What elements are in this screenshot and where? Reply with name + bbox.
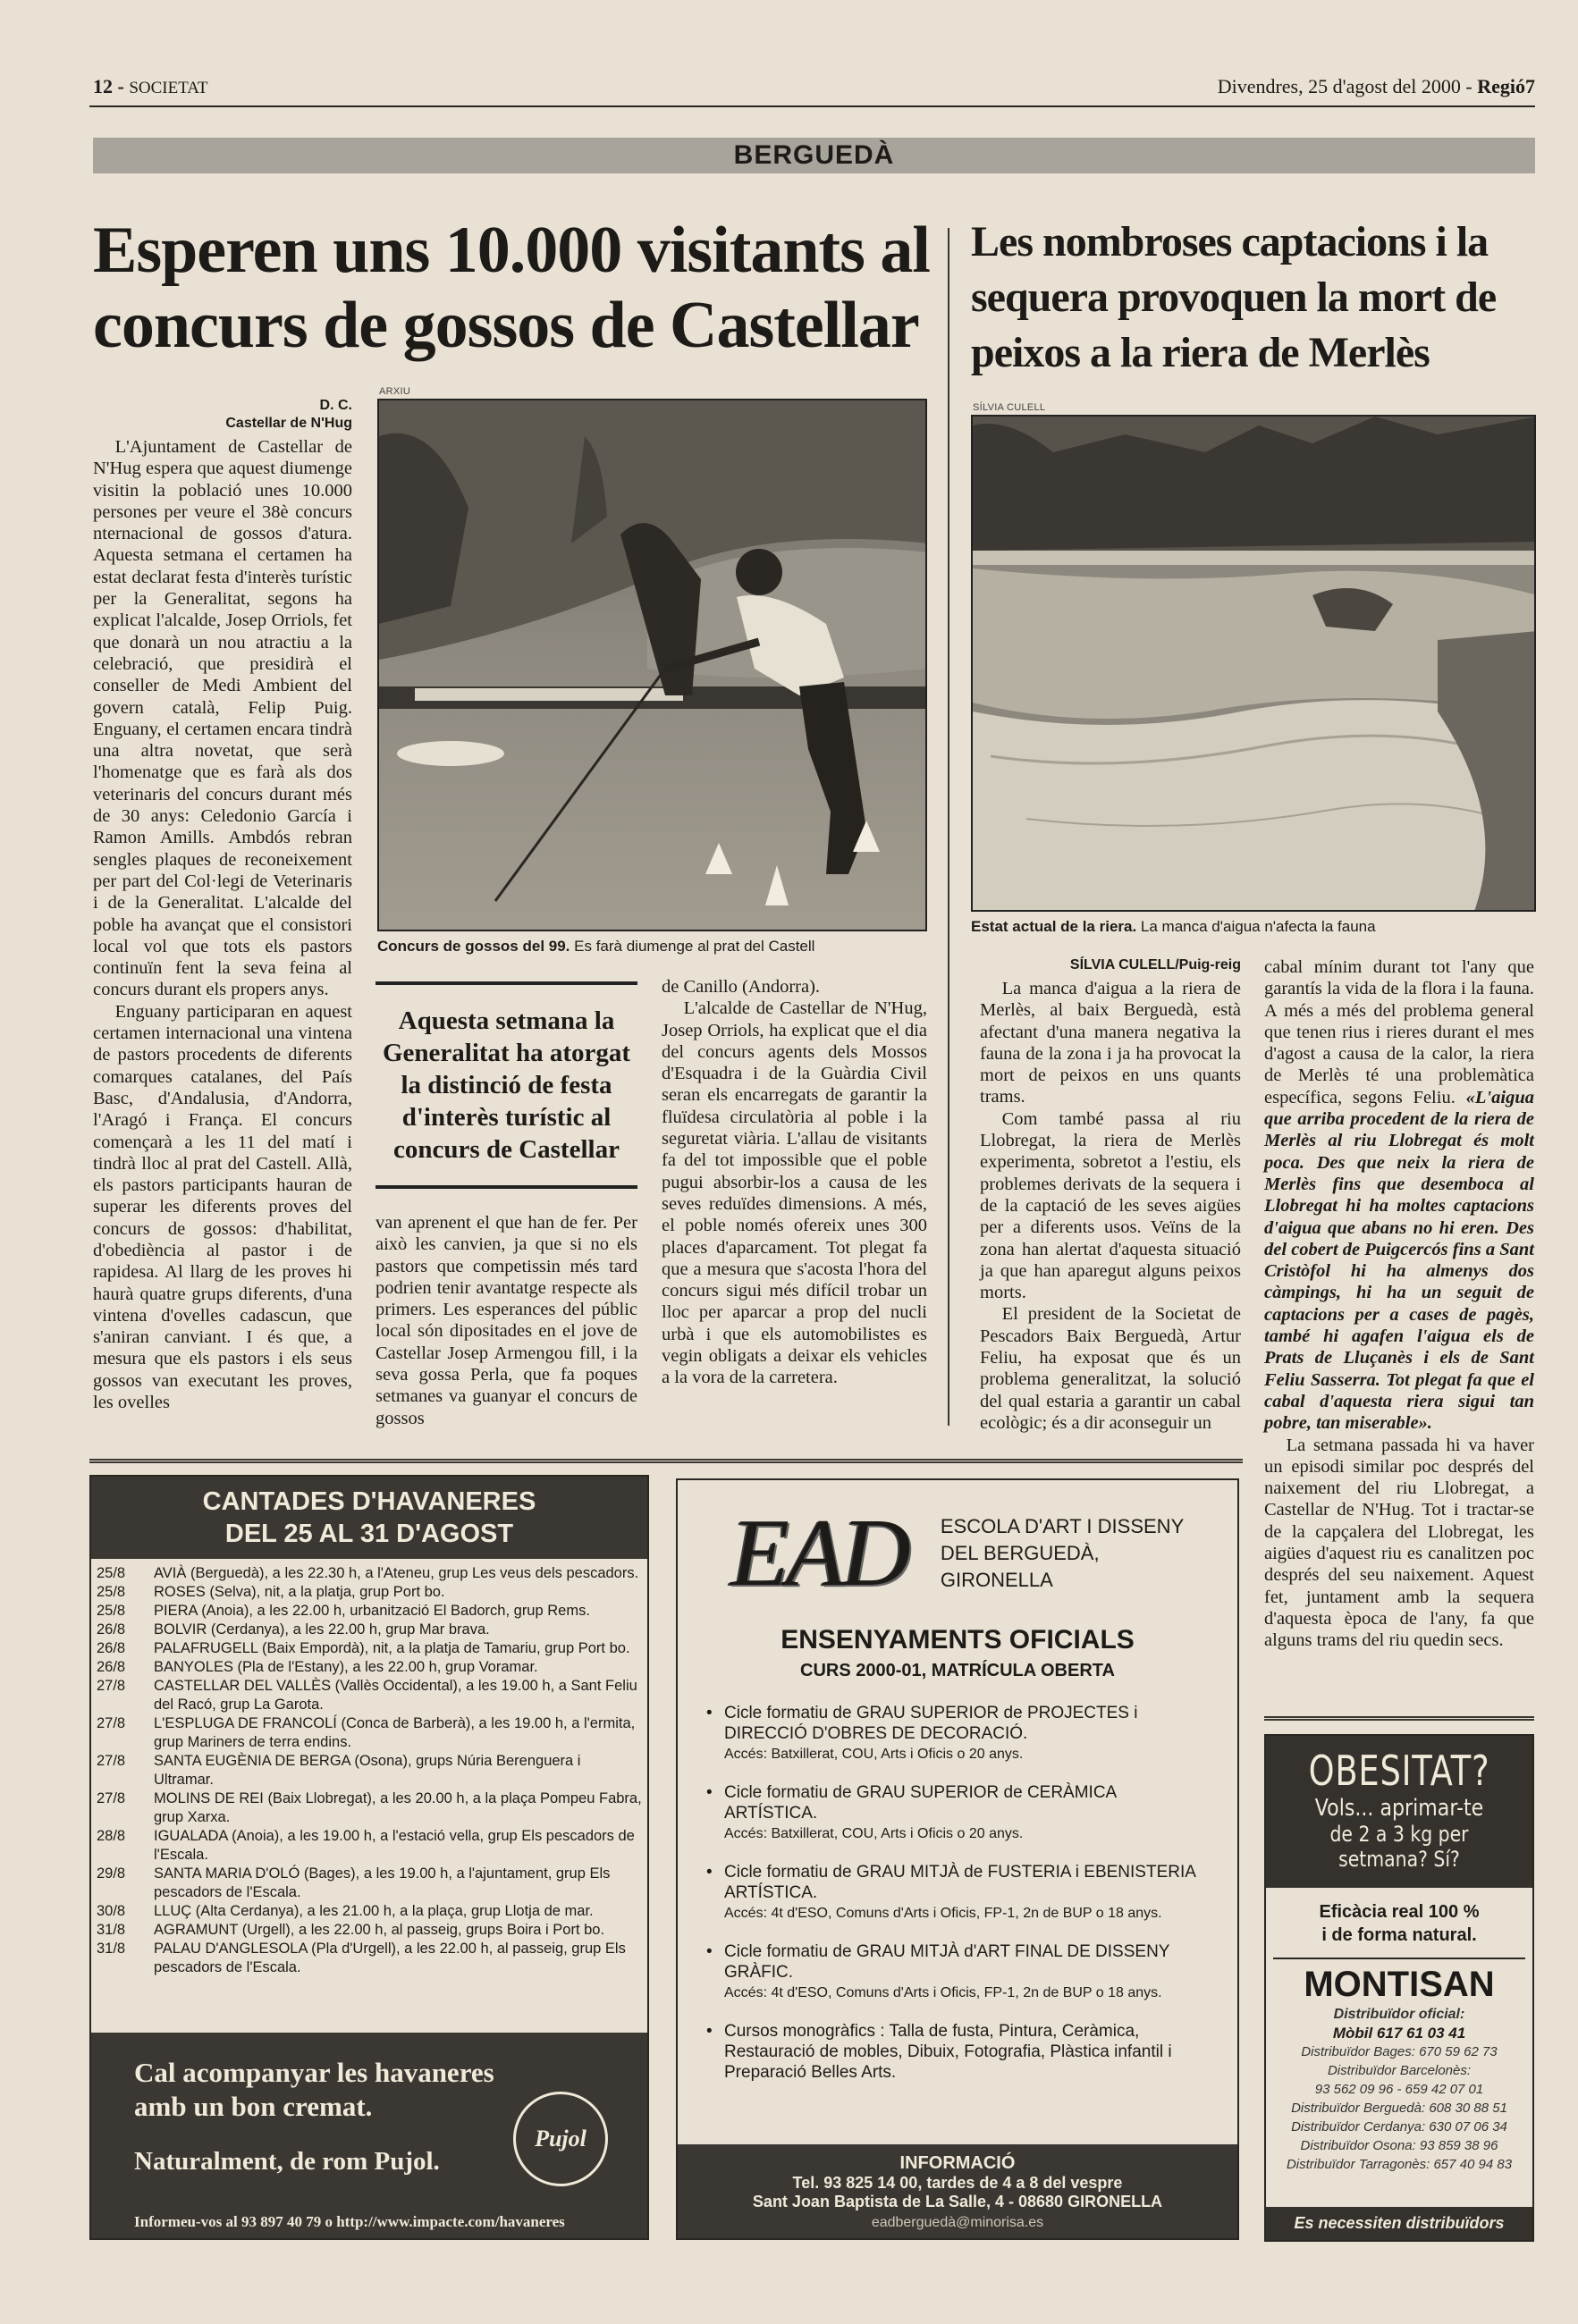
column-divider: [948, 228, 949, 1426]
ead-school-line1: ESCOLA D'ART I DISSENY: [940, 1515, 1185, 1537]
ead-course-access: Accés: 4t d'ESO, Comuns d'Arts i Oficis, FP-1, 2n de BUP o 18 anys.: [724, 1985, 1162, 2000]
havanera-details: PIERA (Anoia), a les 22.00 h, urbanització El Badorch, grup Rems.: [154, 1603, 590, 1619]
ead-course-item: [705, 2021, 1205, 2083]
havaneres-footer: [91, 2033, 647, 2238]
photo2-caption-text: La manca d'aigua n'afecta la fauna: [1136, 918, 1376, 935]
havanera-listing: [97, 1827, 642, 1865]
photo2-credit: SÍLVIA CULELL: [973, 402, 1046, 413]
obesitat-footer: Es necessiten distribuïdors: [1266, 2207, 1532, 2240]
havaneres-slogan: Cal acompanyar les havaneres amb un bon cremat.: [134, 2057, 494, 2122]
havaneres-title-line1: CANTADES D'HAVANERES: [202, 1487, 536, 1516]
article1-paragraph: L'alcalde de Castellar de N'Hug, Josep Orriols, ha explicat que el dia del concurs agents dels Mossos d'Esquadra i de la Guàrdia Civil seran els encarregats de garantir la fluïdesa circulatòria al poble i la seguretat viària. L'allau de visitants fa del tot impossible que el poble pugui absorbir-los a causa de les seves reduïdes dimensions. A més, el poble només ofereix unes 300 places d'aparcament. Tot plegat fa que a mesura que s'acosta l'hora del concurs sigui més difícil trobar un lloc per aparcar a prop del nucli urbà i que els automobilistes es vegin obligats a deixar els vehicles a la vora de la carretera.: [662, 998, 927, 1388]
header-rule: [89, 105, 1535, 107]
havanera-date: 28/8: [97, 1828, 126, 1844]
sheepdog-photo-image: [379, 400, 927, 931]
obesitat-line1: Vols... aprimar-te: [1314, 1795, 1484, 1822]
article1-pullquote: Aquesta setmana la Generalitat ha atorgat la distinció de festa d'interès turístic al concurs de Castellar: [376, 981, 637, 1189]
havaneres-ad: [89, 1475, 649, 2240]
ead-course-item: [705, 1703, 1205, 1764]
montisan-brand: MONTISAN: [1304, 1965, 1495, 2004]
obesitat-dist-label: Distribuïdor oficial:: [1333, 2007, 1465, 2022]
article2-quote: «L'aigua que arriba procedent de la riera de Merlès al riu Llobregat és molt poca. Des que neix la riera de Merlès fins que desemboca al Llobregat hi ha moltes captacions d'aigua que abans no hi eren. Des del cobert de Puigcercós fins a Sant Cristòfol hi ha almenys dos càmpings, hi ha un seguit de captacions per a cases de pagès, també hi agafen l'aigua els de Prats de Lluçanès i els de Sant Feliu Sasserra. Tot plegat fa que el cabal d'aquesta riera sigui tan pobre, tan miserable».: [1264, 1087, 1534, 1434]
havanera-date: 31/8: [97, 1922, 126, 1938]
distributor-line: Distribuïdor Berguedà: 608 30 88 51: [1291, 2101, 1507, 2116]
distributor-line: Distribuïdor Bages: 670 59 62 73: [1301, 2044, 1498, 2059]
obesitat-distributor-list: [1266, 2042, 1532, 2174]
article2-paragraph: Com també passa al riu Llobregat, la riera de Merlès experimenta, sobretot a l'estiu, els problemes derivats de la sequera i de la captació de les seves aigües per a diferents usos. Veïns de la zona han alertat d'aquesta situació ja que han aparegut alguns peixos morts.: [980, 1108, 1241, 1303]
ead-course-access: Accés: 4t d'ESO, Comuns d'Arts i Oficis, FP-1, 2n de BUP o 18 anys.: [724, 1906, 1162, 1921]
havanera-date: 27/8: [97, 1678, 126, 1694]
havaneres-title-line2: DEL 25 AL 31 D'AGOST: [224, 1520, 514, 1548]
havanera-listing: [97, 1677, 642, 1714]
ead-logo: [710, 1500, 928, 1607]
havanera-date: 30/8: [97, 1903, 126, 1919]
photo1-caption-text: Es farà diumenge al prat del Castell: [570, 938, 815, 955]
havanera-date: 26/8: [97, 1640, 126, 1656]
ead-course-access: Accés: Batxillerat, COU, Arts i Oficis o 20 anys.: [724, 1747, 1024, 1762]
distributor-line: Distribuïdor Osona: 93 859 38 96: [1300, 2138, 1498, 2153]
distributor-line: Distribuïdor Tarragonès: 657 40 94 83: [1286, 2157, 1513, 2172]
article1-byline: [93, 397, 352, 433]
newspaper-name: Regió7: [1477, 75, 1535, 97]
havanera-details: MOLINS DE REI (Baix Llobregat), a les 20.00 h, a la plaça Pompeu Fabra, grup Xarxa.: [154, 1790, 642, 1825]
havaneres-list: [91, 1559, 647, 1977]
river-photo: [971, 415, 1536, 912]
havanera-details: AGRAMUNT (Urgell), a les 22.00 h, al passeig, grups Boira i Port bo.: [154, 1922, 605, 1938]
havanera-date: 26/8: [97, 1659, 126, 1675]
section-title: BERGUEDÀ: [733, 140, 895, 170]
ead-email: eadberguedà@minorisa.es: [871, 2215, 1044, 2230]
distributor-line: Distribuïdor Barcelonès:: [1327, 2063, 1472, 2078]
article2-paragraph: La manca d'aigua a la riera de Merlès, al baix Berguedà, està afectant d'una manera negativa la fauna de la zona i ja ha provocat la mort de peixos en uns quants trams.: [980, 979, 1241, 1107]
ead-course-access: Accés: Batxillerat, COU, Arts i Oficis o 20 anys.: [724, 1826, 1024, 1841]
obesitat-title: OBESITAT?: [1308, 1747, 1490, 1795]
havanera-date: 25/8: [97, 1565, 126, 1581]
ead-course-name: • Cursos monogràfics : Talla de fusta, Pintura, Ceràmica, Restauració de mobles, Dibuix, Fotografia, Plàstica infantil i Preparació Belles Arts.: [724, 2022, 1172, 2082]
article1-column3: [662, 976, 927, 1389]
article2-column2: [1264, 956, 1534, 1652]
ead-info-address: Sant Joan Baptista de La Salle, 4 - 08680 GIRONELLA: [752, 2193, 1163, 2210]
pujol-logo-text: Pujol: [535, 2126, 586, 2151]
obesitat-efficacy: [1266, 1900, 1532, 1947]
photo2-caption-bold: Estat actual de la riera.: [971, 918, 1137, 935]
havaneres-contact: Informeu-vos al 93 897 40 79 o http://www.impacte.com/havaneres: [134, 2213, 565, 2230]
ead-logo-text: EAD: [730, 1500, 907, 1606]
article1-headline: Esperen uns 10.000 visitants al concurs de gossos de Castellar: [93, 214, 930, 362]
ead-course-item: [705, 1782, 1205, 1844]
havanera-details: SANTA MARIA D'OLÓ (Bages), a les 19.00 h, a l'ajuntament, grup Els pescadors de l'Escala.: [154, 1865, 611, 1900]
article2-paragraph: El president de la Societat de Pescadors Baix Berguedà, Artur Feliu, ha exposat que és un problema generalitzat, la solució del qual estaria a garantir un cabal ecològic; és a dir aconseguir un: [980, 1304, 1241, 1433]
havanera-date: 25/8: [97, 1603, 126, 1619]
article1-column2: [376, 1212, 637, 1429]
ead-title: ENSENYAMENTS OFICIALS: [781, 1625, 1135, 1655]
article2-paragraph: [1264, 956, 1534, 1435]
article1-paragraph: de Canillo (Andorra).: [662, 977, 821, 997]
ads-separator-right: [1264, 1716, 1534, 1721]
havanera-details: IGUALADA (Anoia), a les 19.00 h, a l'estació vella, grup Els pescadors de l'Escala.: [154, 1828, 635, 1863]
ads-separator: [89, 1459, 1243, 1463]
byline-place: Castellar de N'Hug: [225, 416, 352, 431]
article2-text: cabal mínim durant tot l'any que garantís la vida de la flora i la fauna. A més a més del problema general que tenen rius i rieres durant el mes d'agost a causa de la calor, la riera de Merlès té una problemàtica específica, segons Feliu.: [1264, 957, 1534, 1107]
page-number: 12 -: [93, 75, 124, 97]
havanera-details: PALAU D'ANGLESOLA (Pla d'Urgell), a les 22.00 h, al passeig, grup Els pescadors de l'Escala.: [154, 1941, 626, 1975]
ead-course-name: • Cicle formatiu de GRAU MITJÀ de FUSTERIA i EBENISTERIA ARTÍSTICA.: [724, 1863, 1195, 1902]
article1-paragraph: Enguany participaran en aquest certamen internacional una vintena de pastors procedents de diferents comarques catalanes, del País Basc, d'Andalusia, d'Andorra, l'Aragó i França. El concurs començarà a les 11 del matí i tindrà lloc al prat del Castell. Allà, els pastors participants hauran de superar les diferents proves del concurs de gossos: d'habilitat, d'obediència al pastor i de rapidesa. Al llarg de les proves hi haurà quatre grups diferents, d'una vintena d'ovelles cadascun, que s'aniran canviant. I és que, a mesura que els pastors i els seus gossos van executant les proves, les ovelles: [93, 1001, 352, 1413]
havanera-listing: [97, 1865, 642, 1902]
ead-course-name: • Cicle formatiu de GRAU MITJÀ d'ART FINAL DE DISSENY GRÀFIC.: [724, 1942, 1170, 1982]
obesitat-efficacy-line1: Eficàcia real 100 %: [1319, 1902, 1480, 1922]
ead-course-item: [705, 1941, 1205, 2003]
page-folio: [93, 75, 208, 98]
date-text: Divendres, 25 d'agost del 2000 -: [1217, 75, 1473, 97]
ead-subtitle: CURS 2000-01, MATRÍCULA OBERTA: [800, 1661, 1115, 1680]
havanera-listing: [97, 1789, 642, 1827]
article2-paragraph: La setmana passada hi va haver un episodi similar poc després del naixement del riu Llobregat, a Castellar de N'Hug. Tot i tractar-se de la capçalera del Llobregat, les aigües d'aquest riu es canalitzen poc després del seu naixement. Aquest fet, juntament amb la sequera d'aquesta època de l'any, fa que alguns trams del riu quedin secs.: [1264, 1435, 1534, 1651]
article2-headline: Les nombroses captacions i la sequera provoquen la mort de peixos a la riera de Merlès: [971, 218, 1497, 376]
ead-info-title: INFORMACIÓ: [899, 2153, 1016, 2173]
havanera-listing: [97, 1752, 642, 1789]
ead-info: [678, 2144, 1237, 2238]
obesitat-line2: de 2 a 3 kg per setmana? Sí?: [1329, 1822, 1469, 1872]
obesitat-ad: [1264, 1734, 1534, 2242]
ead-header: [678, 1480, 1237, 1607]
havanera-listing: [97, 1940, 642, 1977]
photo1-credit: ARXIU: [379, 386, 411, 397]
havanera-listing: [97, 1921, 642, 1940]
distributor-line: Distribuïdor Cerdanya: 630 07 06 34: [1291, 2119, 1507, 2135]
article2-byline: [975, 956, 1241, 974]
havanera-date: 27/8: [97, 1790, 126, 1806]
obesitat-efficacy-line2: i de forma natural.: [1321, 1925, 1477, 1945]
obesitat-mobile: Mòbil 617 61 03 41: [1332, 2025, 1466, 2042]
sheepdog-photo: [377, 399, 927, 931]
havanera-details: AVIÀ (Berguedà), a les 22.30 h, a l'Ateneu, grup Les veus dels pescadors.: [154, 1565, 639, 1581]
havanera-details: PALAFRUGELL (Baix Empordà), nit, a la platja de Tamariu, grup Port bo.: [154, 1640, 630, 1656]
obesitat-divider: [1273, 1958, 1525, 1959]
photo1-caption-bold: Concurs de gossos del 99.: [377, 938, 570, 955]
havanera-listing: [97, 1639, 642, 1658]
havaneres-slogan2: Naturalment, de rom Pujol.: [134, 2147, 440, 2176]
article1-paragraph: van aprenent el que han de fer. Per això les canvien, ja que si no els pastors que competissin més tard podrien tenir avantatge respecte als primers. Les esperances del públic local són dipositades en el jove de Castellar Josep Armengou fill, i la seva gossa Perla, que fa poques setmanes va guanyar el concurs de gossos: [376, 1213, 637, 1428]
distributor-line: 93 562 09 96 - 659 42 07 01: [1314, 2082, 1484, 2097]
havanera-listing: [97, 1564, 642, 1583]
havanera-details: CASTELLAR DEL VALLÈS (Vallès Occidental), a les 19.00 h, a Sant Feliu del Racó, grup La Garota.: [154, 1678, 637, 1713]
river-photo-image: [973, 417, 1536, 912]
havanera-details: ROSES (Selva), nit, a la platja, grup Port bo.: [154, 1584, 445, 1600]
havanera-date: 27/8: [97, 1715, 126, 1731]
havanera-details: SANTA EUGÈNIA DE BERGA (Osona), grups Núria Berenguera i Ultramar.: [154, 1753, 581, 1788]
ead-course-name: • Cicle formatiu de GRAU SUPERIOR de PROJECTES i DIRECCIÓ D'OBRES DE DECORACIÓ.: [724, 1704, 1138, 1743]
havanera-date: 25/8: [97, 1584, 126, 1600]
page-date: [1218, 75, 1535, 98]
photo2-caption: [971, 917, 1543, 937]
ead-ad: [676, 1478, 1239, 2240]
ead-course-list: [678, 1681, 1237, 2101]
ead-course-name: • Cicle formatiu de GRAU SUPERIOR de CERÀMICA ARTÍSTICA.: [724, 1783, 1117, 1823]
havanera-listing: [97, 1621, 642, 1639]
havanera-listing: [97, 1714, 642, 1752]
havaneres-title: [91, 1477, 647, 1559]
havanera-details: BOLVIR (Cerdanya), a les 22.00 h, grup Mar brava.: [154, 1621, 490, 1638]
ead-info-tel: Tel. 93 825 14 00, tardes de 4 a 8 del vespre: [792, 2174, 1123, 2192]
ead-school-name: [941, 1513, 1211, 1594]
article2-column1: [980, 978, 1241, 1434]
pujol-logo: [513, 2092, 608, 2186]
ead-course-item: [705, 1862, 1205, 1924]
section-name: SOCIETAT: [129, 79, 208, 97]
havanera-date: 31/8: [97, 1941, 126, 1957]
havanera-listing: [97, 1658, 642, 1677]
obesitat-header: [1266, 1736, 1532, 1888]
havanera-listing: [97, 1602, 642, 1621]
havanera-date: 26/8: [97, 1621, 126, 1638]
havanera-details: LLUÇ (Alta Cerdanya), a les 21.00 h, a la plaça, grup Llotja de mar.: [154, 1903, 594, 1919]
article1-paragraph: L'Ajuntament de Castellar de N'Hug espera que aquest diumenge visitin la població unes 10.000 persones per veure el 38è concurs nternacional de gossos d'atura. Aquesta setmana el certamen ha estat declarat festa d'interès turístic per la Generalitat, segons ha explicat l'alcalde, Josep Orriols, fet que donarà un nou atractiu a la celebració, que presidirà el conseller de Medi Ambient del govern català, Felip Puig. Enguany, el certamen encara tindrà una altra novetat, que serà l'homenatge que es farà als dos veterinaris del concurs durant més de 30 anys: Celedonio García i Ramon Amills. Ambdós rebran sengles plaques de reconeixement per part del Col·legi de Veterinaris i de la Generalitat. L'alcalde del poble ha avançat que el consistori local vol que tots els pastors continuïn fent la seva feina al concurs durant els propers anys.: [93, 437, 352, 1000]
section-bar: [93, 138, 1535, 173]
havanera-listing: [97, 1583, 642, 1602]
havanera-listing: [97, 1902, 642, 1921]
ead-school-line2: DEL BERGUEDÀ, GIRONELLA: [940, 1542, 1100, 1591]
photo1-caption: [377, 937, 932, 956]
havanera-details: L'ESPLUGA DE FRANCOLÍ (Conca de Barberà), a les 19.00 h, a l'ermita, grup Mariners de terra endins.: [154, 1715, 636, 1750]
byline-author: SÍLVIA CULELL/Puig-reig: [1069, 957, 1241, 973]
byline-author: D. C.: [319, 398, 352, 413]
havanera-details: BANYOLES (Pla de l'Estany), a les 22.00 h, grup Voramar.: [154, 1659, 538, 1675]
article1-column1: [93, 436, 352, 1413]
havanera-date: 29/8: [97, 1865, 126, 1882]
havanera-date: 27/8: [97, 1753, 126, 1769]
